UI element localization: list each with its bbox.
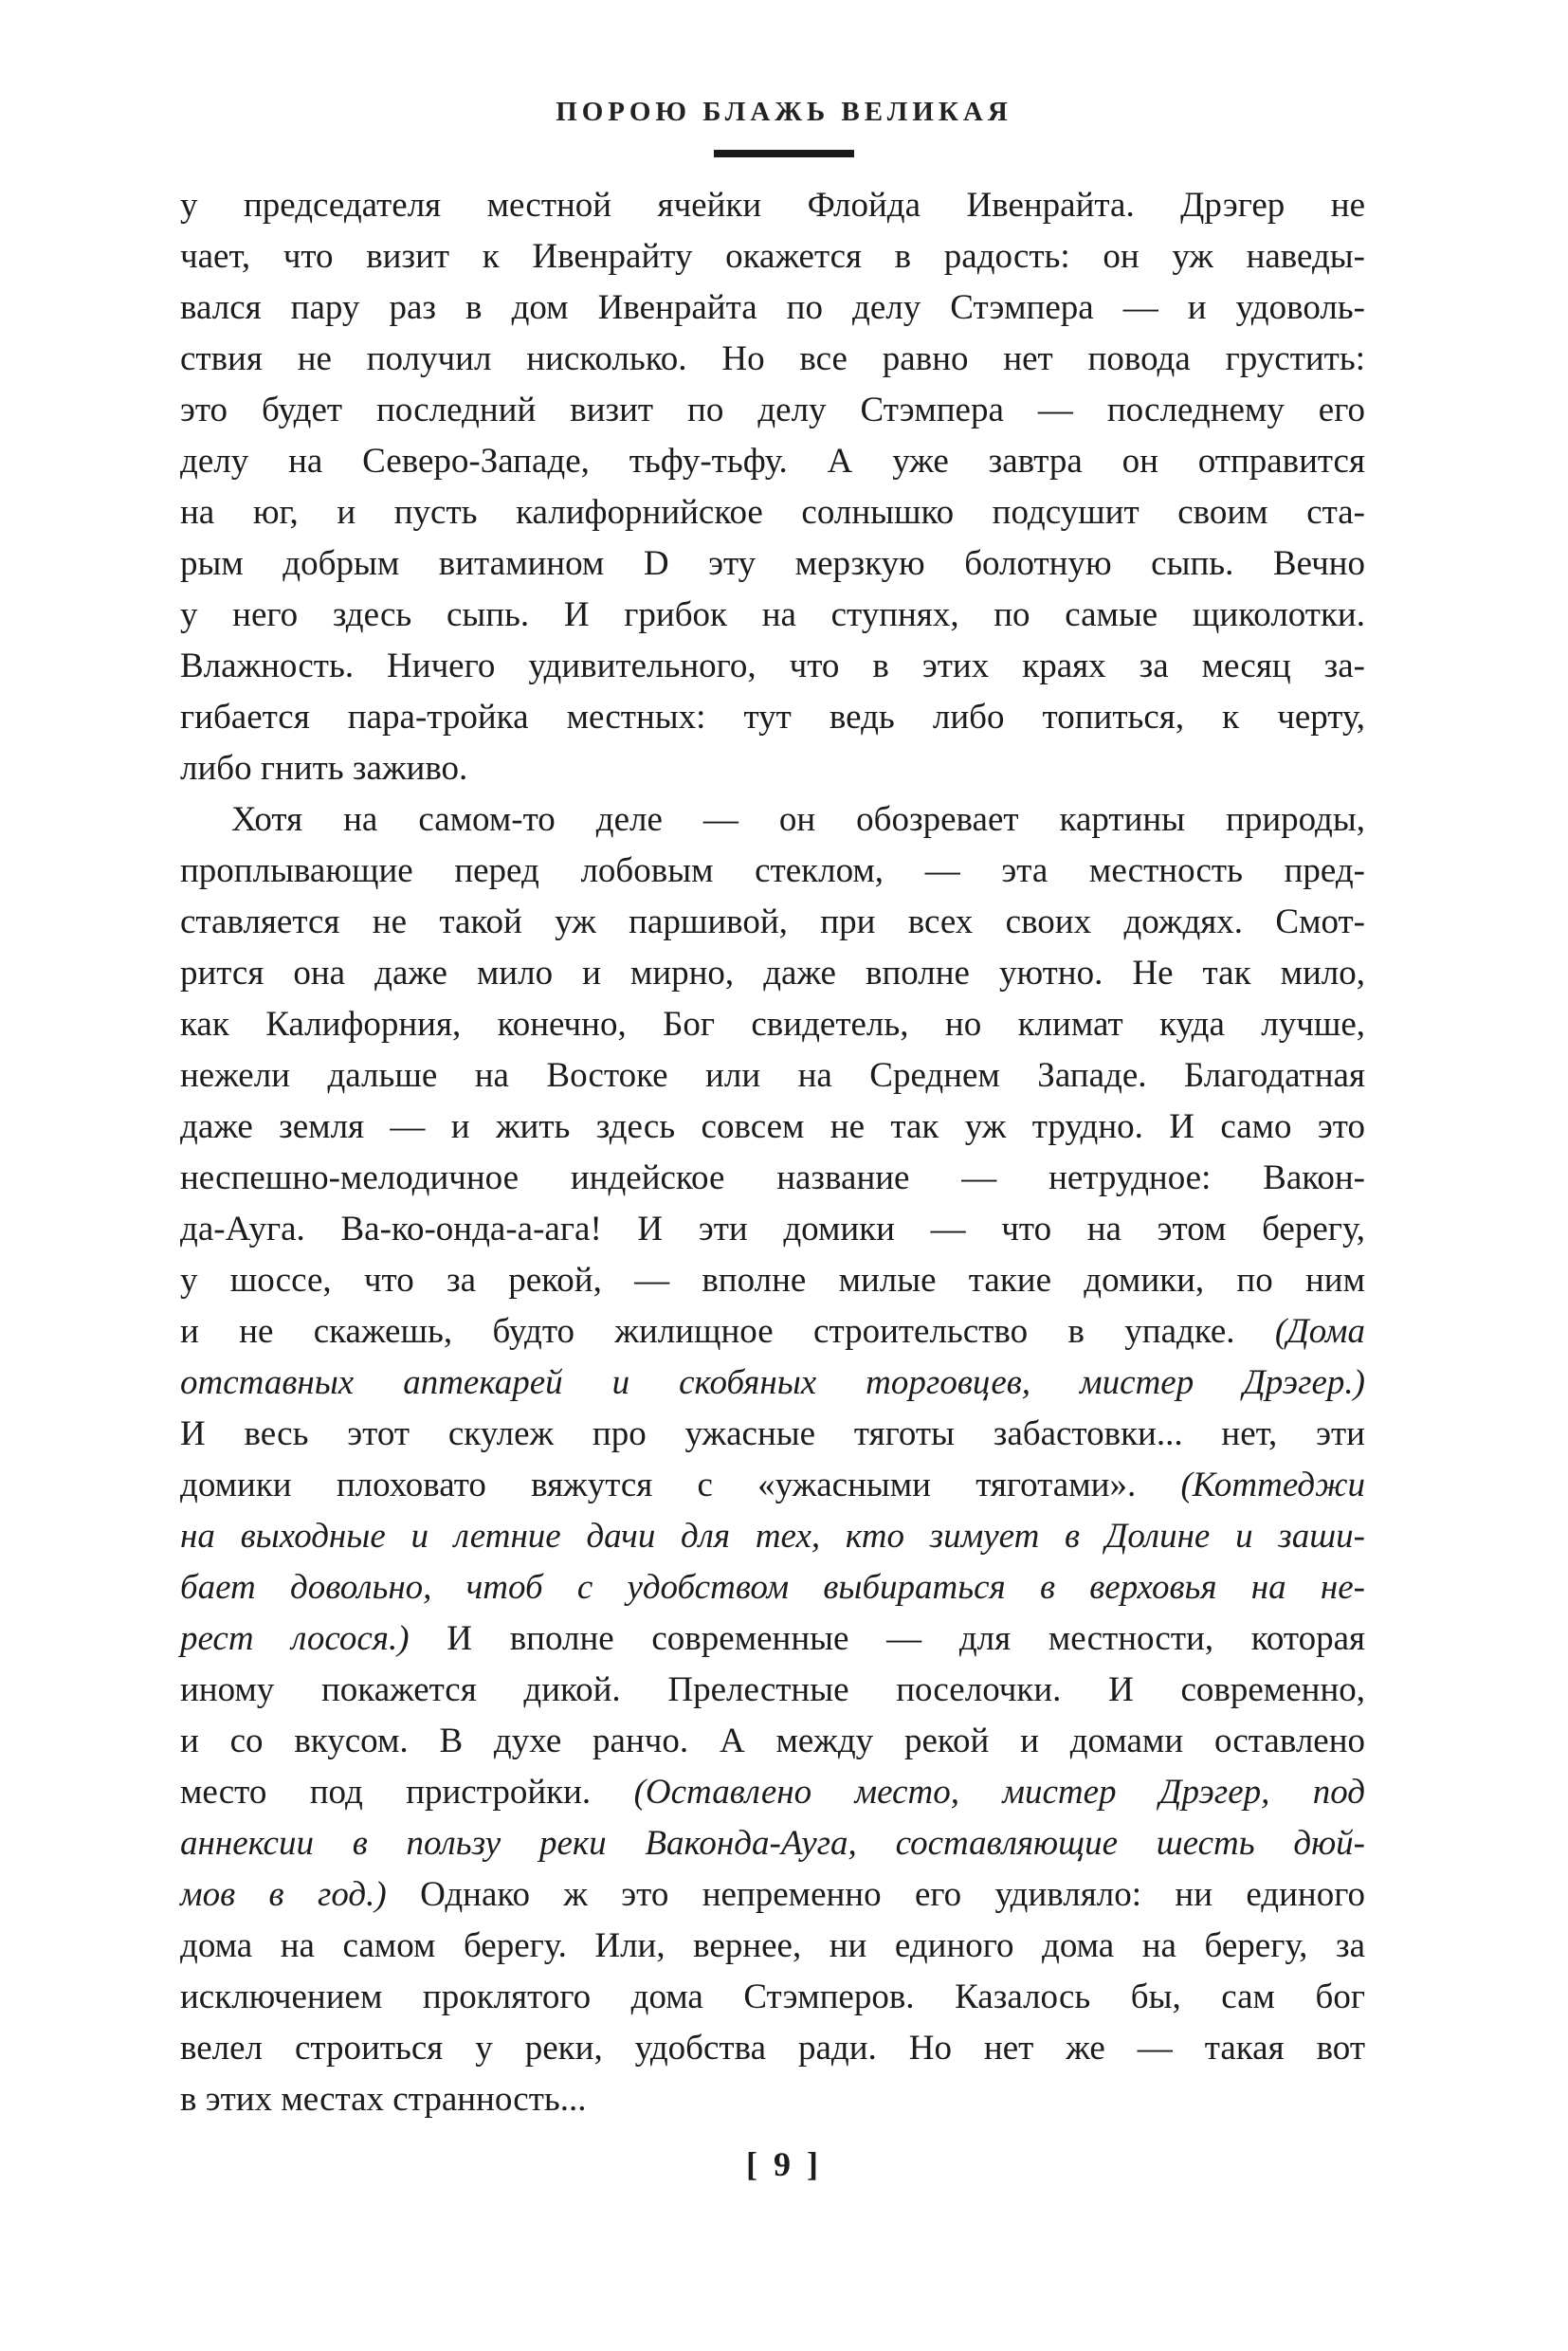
text-segment: место под пристройки. <box>180 1773 634 1812</box>
text-line <box>180 538 1365 590</box>
text-line <box>180 846 1365 897</box>
text-line <box>180 1511 1365 1562</box>
text-segment: рым добрым витамином D эту мерзкую болотную сыпь. Вечно <box>180 544 1365 583</box>
text-line <box>180 1460 1365 1511</box>
italic-segment: отставных аптекарей и скобяных торговцев, мистер Дрэгер.) <box>180 1363 1365 1402</box>
text-line <box>180 180 1365 231</box>
text-segment: да-Ауга. Ва-ко-онда-а-ага! И эти домики — что на этом берегу, <box>180 1210 1365 1248</box>
text-line <box>180 1972 1365 2023</box>
running-head: ПОРОЮ БЛАЖЬ ВЕЛИКАЯ <box>556 97 1012 127</box>
body-text <box>180 180 1365 2125</box>
italic-segment: аннексии в пользу реки Ваконда-Ауга, составляющие шесть дюй- <box>180 1824 1365 1863</box>
text-segment: проплывающие перед лобовым стеклом, — эта местность пред- <box>180 851 1365 890</box>
text-line <box>180 1613 1365 1665</box>
text-segment: домики плоховато вяжутся с «ужасными тяготами». <box>180 1466 1181 1504</box>
text-segment: велел строиться у реки, удобства ради. Но нет же — такая вот <box>180 2029 1365 2068</box>
text-segment: и со вкусом. В духе ранчо. А между рекой и домами оставлено <box>180 1722 1365 1760</box>
italic-segment: рест лосося.) <box>180 1619 410 1658</box>
text-line <box>180 948 1365 999</box>
text-segment: иному покажется дикой. Прелестные поселочки. И современно, <box>180 1670 1365 1709</box>
text-segment: нежели дальше на Востоке или на Среднем Западе. Благодатная <box>180 1056 1365 1095</box>
text-segment: ствия не получил нисколько. Но все равно нет повода грустить: <box>180 339 1365 378</box>
text-segment: в этих местах странность... <box>180 2080 587 2119</box>
text-segment: неспешно-мелодичное индейское название — нетрудное: Вакон- <box>180 1158 1365 1197</box>
text-segment: либо гнить заживо. <box>180 749 468 788</box>
text-segment: И вполне современные — для местности, которая <box>409 1619 1366 1658</box>
text-line <box>180 1050 1365 1102</box>
text-line <box>180 590 1365 641</box>
italic-segment: (Дома <box>1274 1312 1365 1351</box>
text-line <box>180 692 1365 743</box>
text-line <box>180 1818 1365 1869</box>
text-line <box>180 1204 1365 1255</box>
text-segment: это будет последний визит по делу Стэмпера — последнему его <box>180 391 1365 429</box>
text-line <box>180 794 1365 846</box>
italic-segment: (Оставлено место, мистер Дрэгер, под <box>633 1773 1365 1812</box>
text-line <box>180 1716 1365 1767</box>
text-line <box>180 282 1365 334</box>
text-segment: И весь этот скулеж про ужасные тяготы забастовки... нет, эти <box>180 1414 1365 1453</box>
text-line <box>180 385 1365 436</box>
text-segment: дома на самом берегу. Или, вернее, ни единого дома на берегу, за <box>180 1926 1365 1965</box>
text-line <box>180 1921 1365 1972</box>
text-segment: и не скажешь, будто жилищное строительство в упадке. <box>180 1312 1275 1351</box>
text-line <box>180 1409 1365 1460</box>
text-segment: Влажность. Ничего удивительного, что в этих краях за месяц за- <box>180 647 1365 685</box>
text-segment: у шоссе, что за рекой, — вполне милые такие домики, по ним <box>180 1261 1365 1300</box>
text-line <box>180 487 1365 538</box>
text-line <box>180 1102 1365 1153</box>
text-segment: гибается пара-тройка местных: тут ведь либо топиться, к черту, <box>180 698 1365 737</box>
text-segment: Однако ж это непременно его удивляло: ни единого <box>386 1875 1365 1914</box>
text-segment: чает, что визит к Ивенрайту окажется в радость: он уж наведы- <box>180 237 1365 276</box>
text-segment: делу на Северо-Западе, тьфу-тьфу. А уже завтра он отправится <box>180 442 1365 481</box>
text-segment: как Калифорния, конечно, Бог свидетель, но климат куда лучше, <box>180 1005 1365 1044</box>
text-line <box>180 231 1365 282</box>
text-line <box>180 436 1365 487</box>
text-line <box>180 999 1365 1050</box>
text-segment: у председателя местной ячейки Флойда Ивенрайта. Дрэгер не <box>180 186 1365 225</box>
text-segment: вался пару раз в дом Ивенрайта по делу Стэмпера — и удоволь- <box>180 288 1365 327</box>
text-line <box>180 1869 1365 1921</box>
text-segment: ставляется не такой уж паршивой, при всех своих дождях. Смот- <box>180 902 1365 941</box>
italic-segment: бает довольно, чтоб с удобством выбираться в верховья на не- <box>180 1568 1365 1607</box>
italic-segment: мов в год.) <box>180 1875 387 1914</box>
text-line <box>180 2074 1365 2125</box>
text-line <box>180 334 1365 385</box>
text-line <box>180 1562 1365 1613</box>
text-segment: Хотя на самом-то деле — он обозревает картины природы, <box>231 800 1365 839</box>
text-line <box>180 1358 1365 1409</box>
text-line <box>180 1153 1365 1204</box>
italic-segment: на выходные и летние дачи для тех, кто зимует в Долине и заши- <box>180 1517 1365 1556</box>
text-line <box>180 2023 1365 2074</box>
page-number: [ 9 ] <box>746 2145 822 2183</box>
text-line <box>180 1665 1365 1716</box>
text-segment: у него здесь сыпь. И грибок на ступнях, по самые щиколотки. <box>180 595 1365 634</box>
head-rule <box>714 150 854 157</box>
text-line <box>180 897 1365 948</box>
text-segment: даже земля — и жить здесь совсем не так уж трудно. И само это <box>180 1107 1365 1146</box>
text-line <box>180 641 1365 692</box>
text-line <box>180 743 1365 794</box>
text-segment: на юг, и пусть калифорнийское солнышко подсушит своим ста- <box>180 493 1365 532</box>
text-segment: рится она даже мило и мирно, даже вполне уютно. Не так мило, <box>180 954 1365 993</box>
text-line <box>180 1306 1365 1358</box>
text-line <box>180 1767 1365 1818</box>
italic-segment: (Коттеджи <box>1180 1466 1365 1504</box>
text-line <box>180 1255 1365 1306</box>
text-segment: исключением проклятого дома Стэмперов. Казалось бы, сам бог <box>180 1977 1365 2016</box>
